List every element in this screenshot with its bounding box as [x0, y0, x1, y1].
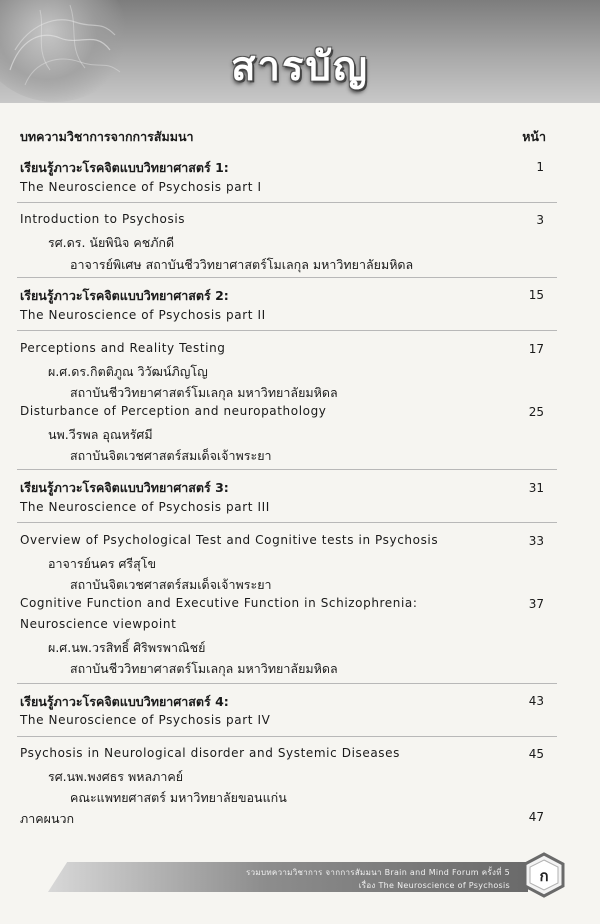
toc-page-number: 17 [528, 342, 544, 356]
toc-affiliation: สถาบันชีววิทยาศาสตร์โมเลกุล มหาวิทยาลัยมหิดล [70, 385, 338, 400]
toc-affiliation: สถาบันจิตเวชศาสตร์สมเด็จเจ้าพระยา [70, 577, 272, 592]
page-badge [521, 852, 567, 898]
toc-heading-part1: เรียนรู้ภาวะโรคจิตแบบวิทยาศาสตร์ 1: [20, 160, 229, 175]
toc-page-number: 37 [528, 597, 544, 611]
toc-affiliation: สถาบันชีววิทยาศาสตร์โมเลกุล มหาวิทยาลัยมหิดล [70, 661, 338, 676]
divider [17, 330, 557, 331]
toc-author: ผ.ศ.ดร.กิตติภูณ วิวัฒน์ภิญโญ [48, 364, 208, 379]
page-title: สารบัญ [231, 44, 369, 90]
toc-page-number: 43 [528, 694, 544, 708]
divider [17, 202, 557, 203]
divider [17, 736, 557, 737]
toc-subheading-part2: The Neuroscience of Psychosis part II [20, 308, 266, 322]
divider [17, 683, 557, 684]
toc-page-number: 1 [536, 160, 544, 174]
column-label-articles: บทความวิชาการจากการสัมมนา [20, 129, 194, 144]
toc-page-number: 33 [528, 534, 544, 548]
toc-article-title: Overview of Psychological Test and Cognitive tests in Psychosis [20, 533, 439, 547]
toc-heading-part3: เรียนรู้ภาวะโรคจิตแบบวิทยาศาสตร์ 3: [20, 480, 229, 495]
toc-subheading-part1: The Neuroscience of Psychosis part I [20, 180, 262, 194]
toc-affiliation: สถาบันจิตเวชศาสตร์สมเด็จเจ้าพระยา [70, 448, 272, 463]
toc-author: นพ.วีรพล อุณหรัศมี [48, 427, 153, 442]
toc-article-title: Disturbance of Perception and neuropathology [20, 404, 327, 418]
toc-author: รศ.ดร. นัยพินิจ คชภักดี [48, 235, 175, 250]
toc-page-number: 25 [528, 405, 544, 419]
toc-page-number: 31 [528, 481, 544, 495]
toc-author: ผ.ศ.นพ.วรสิทธิ์ ศิริพรพาณิชย์ [48, 640, 206, 655]
divider [17, 522, 557, 523]
toc-article-title: Perceptions and Reality Testing [20, 341, 226, 355]
footer-subtitle: เรื่อง The Neuroscience of Psychosis [358, 881, 510, 890]
toc-article-title: Psychosis in Neurological disorder and Systemic Diseases [20, 746, 400, 760]
toc-page-number: 45 [528, 747, 544, 761]
page-badge-label: ก [539, 867, 549, 885]
divider [17, 277, 557, 278]
toc-author: อาจารย์นคร ศรีสุโข [48, 556, 157, 571]
toc-article-title-cont: Neuroscience viewpoint [20, 617, 177, 631]
page-header [0, 0, 600, 103]
footer-series-title: รวมบทความวิชาการ จากการสัมมนา Brain and Mind Forum ครั้งที่ 5 [246, 868, 510, 877]
toc-article-title: Introduction to Psychosis [20, 212, 186, 226]
toc-appendix: ภาคผนวก [20, 811, 75, 826]
toc-affiliation: อาจารย์พิเศษ สถาบันชีววิทยาศาสตร์โมเลกุล มหาวิทยาลัยมหิดล [70, 257, 414, 272]
toc-page-number: 3 [536, 213, 544, 227]
column-label-page: หน้า [522, 129, 546, 144]
toc-page-number: 15 [528, 288, 544, 302]
toc-page-number: 47 [528, 810, 544, 824]
toc-author: รศ.นพ.พงศธร พหลภาคย์ [48, 769, 184, 784]
toc-article-title: Cognitive Function and Executive Function in Schizophrenia: [20, 596, 418, 610]
toc-heading-part4: เรียนรู้ภาวะโรคจิตแบบวิทยาศาสตร์ 4: [20, 694, 229, 709]
toc-affiliation: คณะแพทยศาสตร์ มหาวิทยาลัยขอนแก่น [70, 790, 287, 805]
toc-heading-part2: เรียนรู้ภาวะโรคจิตแบบวิทยาศาสตร์ 2: [20, 288, 229, 303]
toc-subheading-part3: The Neuroscience of Psychosis part III [20, 500, 270, 514]
divider [17, 469, 557, 470]
toc-subheading-part4: The Neuroscience of Psychosis part IV [20, 713, 271, 727]
